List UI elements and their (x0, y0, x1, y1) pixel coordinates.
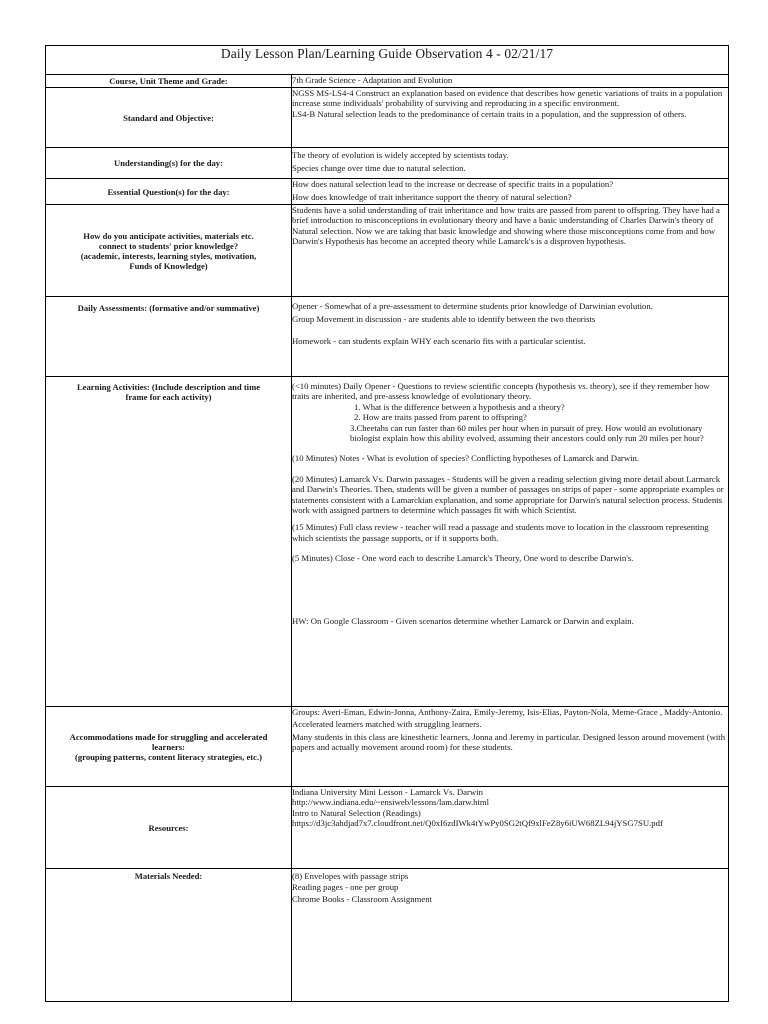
essential-label: Essential Question(s) for the day: (107, 186, 230, 197)
course-value: 7th Grade Science - Adaptation and Evolution (292, 75, 453, 85)
material-line: Reading pages - one per group (292, 882, 399, 893)
understanding-line: Species change over time due to natural selection. (292, 163, 466, 174)
resource-link[interactable]: https://d3jc3ahdjad7x7.cloudfront.net/Q0xI6zdIWk4tYwPy0SG2tQf9xlFeZ8y6iUW68ZL94jYSG7SU.pdf (292, 818, 663, 829)
activity-homework: HW: On Google Classroom - Given scenarios determine whether Lamarck or Darwin and explain. (292, 615, 634, 626)
anticipate-label: (academic, interests, learning styles, motivation, (80, 250, 257, 261)
essential-row (46, 179, 729, 205)
lesson-plan-table (45, 45, 729, 1002)
materials-row (46, 869, 729, 1002)
resources-row (46, 787, 729, 869)
activity-opener: (<10 minutes) Daily Opener - Questions to review scientific concepts (hypothesis vs. theory), see if they remember how traits are inherited, and pre-assess knowledge of evolutionary theory. (292, 381, 710, 402)
essential-line: How does knowledge of trait inheritance support the theory of natural selection? (292, 192, 572, 203)
anticipate-row (46, 205, 729, 297)
accommodation-line: Many students in this class are kinesthetic learners, Jonna and Jeremy in particular. Designed lesson around movement (with papers and actually movement around room) for these students. (292, 731, 726, 753)
title-row (46, 46, 729, 75)
standard-line: LS4-B Natural selection leads to the predominance of certain traits in a population, and the suppression of others. (292, 108, 687, 119)
activities-label: frame for each activity) (125, 392, 212, 402)
accommodations-row (46, 707, 729, 787)
understanding-label: Understanding(s) for the day: (114, 158, 223, 168)
assessment-line: Opener - Somewhat of a pre-assessment to determine students prior knowledge of Darwinian evolution. (292, 301, 653, 311)
accommodations-label: learners: (152, 741, 185, 752)
materials-label: Materials Needed: (134, 871, 203, 881)
accommodations-label: Accommodations made for struggling and accelerated (69, 731, 268, 742)
anticipate-label: How do you anticipate activities, materials etc. (83, 230, 254, 241)
resource-link[interactable]: http://www.indiana.edu/~ensiweb/lessons/lam.darw.html (292, 797, 490, 808)
activity-close: (5 Minutes) Close - One word each to describe Lamarck's Theory, One word to describe Darwin's. (292, 553, 634, 564)
opener-question: 2. How are traits passed from parent to offspring? (354, 412, 527, 423)
understanding-row (46, 148, 729, 179)
anticipate-label: connect to students' prior knowledge? (98, 240, 239, 251)
opener-question: 3.Cheetahs can run faster than 60 miles per hour when in pursuit of prey. How would an evolutionary biologist explain how this ability evolved, assuming their ancestors could only run 20 miles per hour? (350, 422, 704, 444)
accommodations-label: (grouping patterns, content literacy strategies, etc.) (75, 751, 262, 762)
essential-line: How does natural selection lead to the increase or decrease of specific traits in a population? (292, 179, 614, 189)
standard-row (46, 88, 729, 148)
anticipate-text: Students have a solid understanding of trait inheritance and how traits are passed from parent to offspring. They have had a brief introduction to misconceptions in evolutionary theory and have a basic understanding of Charles Darwin's theory of Natural selection. Now we are taking that basic knowledge and showing where those misconceptions come from and how Darwin's Hypothesis has become an accepted theory while Lamarck's is a disproven hypothesis. (292, 205, 720, 247)
activity-notes: (10 Minutes) Notes - What is evolution of species? Conflicting hypotheses of Lamarck and Darwin. (292, 453, 640, 464)
accommodation-line: Groups: Averi-Eman, Edwin-Jonna, Anthony-Zaira, Emily-Jeremy, Isis-Elias, Payton-Nola, Meme-Grace , Maddy-Antonio. (292, 707, 723, 717)
anticipate-label: Funds of Knowledge) (129, 260, 208, 271)
material-line: (8) Envelopes with passage strips (292, 871, 409, 881)
standard-label: Standard and Objective: (123, 112, 214, 123)
course-label: Course, Unit Theme and Grade: (109, 76, 228, 86)
opener-question: 1. What is the difference between a hypothesis and a theory? (354, 401, 565, 412)
assessment-line: Group Movement in discussion - are students able to identify between the two theorists (292, 314, 596, 325)
resource-line: Indiana University Mini Lesson - Lamarck Vs. Darwin (292, 787, 483, 797)
activities-row (46, 377, 729, 707)
standard-line: NGSS MS-LS4-4 Construct an explanation based on evidence that describes how genetic variations of traits in a population increase some individuals' probability of surviving and reproducing in a specific environment. (292, 88, 723, 109)
material-line: Chrome Books - Classroom Assignment (292, 893, 432, 904)
resource-line: Intro to Natural Selection (Readings) (292, 807, 421, 818)
assessments-row (46, 297, 729, 377)
lesson-plan-sheet (45, 45, 728, 1002)
resources-label: Resources: (148, 822, 189, 833)
accommodation-line: Accelerated learners matched with struggling learners. (292, 719, 482, 730)
assessments-label: Daily Assessments: (formative and/or summative) (77, 303, 260, 313)
understanding-line: The theory of evolution is widely accepted by scientists today. (292, 150, 509, 160)
course-row (46, 75, 729, 88)
activity-passages: (20 Minutes) Lamarck Vs. Darwin passages - Students will be given a reading selection giving more detail about Larmarck and Darwin's Theories. Then, students will be given a number of passages on strips of paper - some appropriate examples or statements consistent with a Lamarckian explanation, and some appropriate for Darwin's natural selection process. Students work with assigned partners to determine which passages fit with which Scientist. (292, 473, 724, 516)
page-title: Daily Lesson Plan/Learning Guide Observation 4 - 02/21/17 (46, 46, 729, 75)
activity-review: (15 Minutes) Full class review - teacher will read a passage and students move to location in the classroom representing which scientists the passage supports, or if it supports both. (292, 522, 709, 543)
assessment-line: Homework - can students explain WHY each scenario fits with a particular scientist. (292, 335, 586, 346)
activities-label: Learning Activities: (Include description and time (76, 382, 261, 392)
